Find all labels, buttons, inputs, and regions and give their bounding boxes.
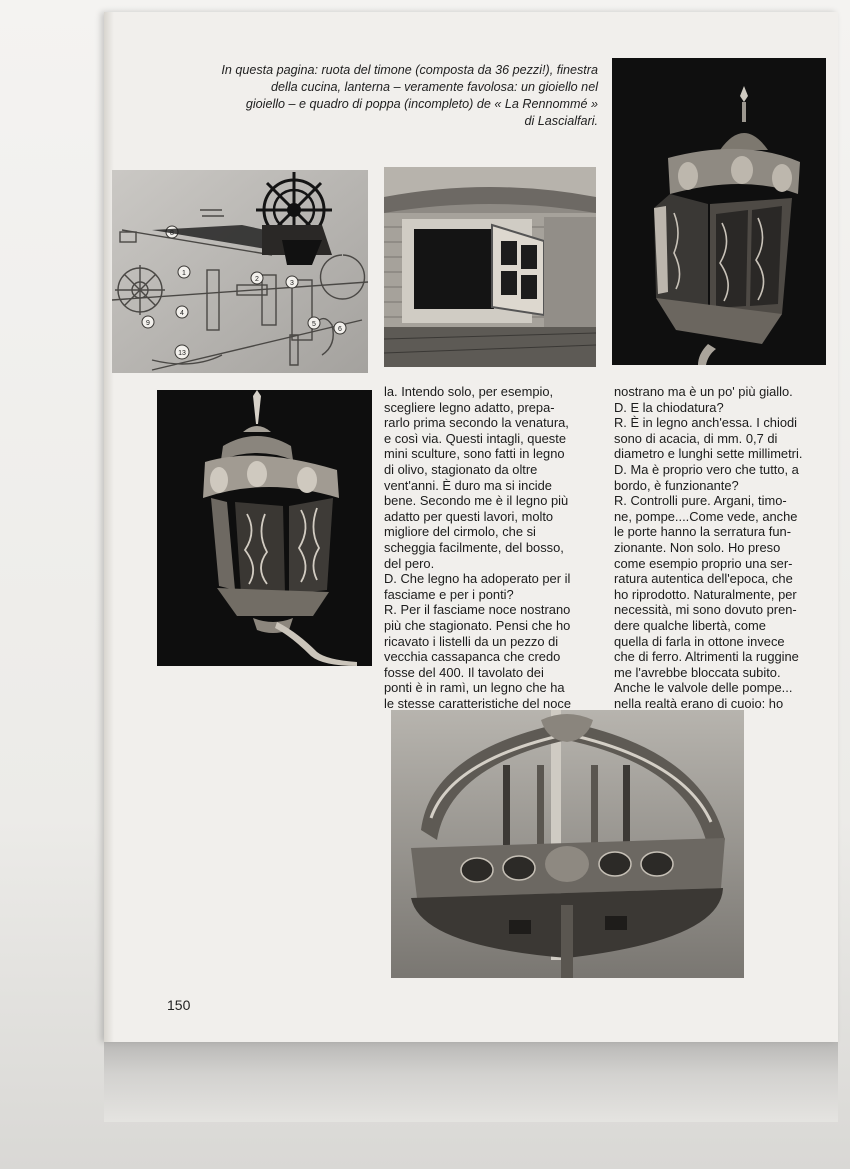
plan-label: 5 (312, 321, 316, 328)
text-line: la. Intendo solo, per esempio, (384, 384, 554, 399)
text-line: D. E la chiodatura? (614, 399, 724, 415)
text-line: le stesse caratteristiche del noce (384, 695, 572, 711)
text-line: bordo, è funzionante? (614, 477, 739, 493)
caption-line: della cucina, lanterna – veramente favolosa: un gioiello nel (271, 80, 598, 94)
photo-galley-window (384, 167, 596, 367)
text-line: bene. Secondo me è il legno più (384, 493, 569, 509)
text-line: sono di acacia, di mm. 0,7 di (614, 430, 778, 446)
caption-line: di Lascialfari. (524, 114, 598, 128)
photo-lantern-right (612, 58, 826, 365)
text-column-right (614, 384, 828, 711)
plan-label: 6 (338, 326, 342, 333)
text-line: nostrano ma è un po' più giallo. (614, 384, 793, 399)
text-line: come esempio proprio una ser- (614, 555, 793, 571)
text-line: le porte hanno la serratura fun- (614, 524, 791, 540)
text-line: nella realtà erano di cuoio: ho (614, 695, 784, 711)
caption-line: In questa pagina: ruota del timone (composta da 36 pezzi!), finestra (221, 63, 598, 77)
photo-caption (140, 62, 598, 130)
text-line: migliore del cirmolo, che si (384, 524, 536, 540)
page-number: 150 (167, 997, 191, 1013)
photo-ship-wheel (112, 170, 368, 373)
text-line: ne, pompe....Come vede, anche (614, 508, 798, 524)
text-line: scheggia facilmente, del bosso, (384, 539, 564, 555)
text-line: di olivo, stagionato da oltre (384, 461, 538, 477)
text-line: adatto per questi lavori, molto (384, 508, 554, 524)
plan-label: 8 (170, 230, 174, 237)
text-line: necessità, mi sono dovuto pren- (614, 602, 797, 618)
page-binding-edge (104, 12, 114, 1042)
text-line: mini sculture, sono fatti in legno (384, 446, 565, 462)
text-line: R. Per il fasciame noce nostrano (384, 602, 571, 618)
text-line: rarlo prima secondo la venatura, (384, 415, 569, 431)
text-column-left (384, 384, 599, 711)
photo-stern-transom (391, 710, 744, 978)
text-line: scegliere legno adatto, prepa- (384, 399, 555, 415)
plan-label: 2 (255, 276, 259, 283)
text-line: e così via. Questi intagli, queste (384, 430, 566, 446)
text-line: me l'avrebbe bloccata subito. (614, 664, 781, 680)
text-line: Anche le valvole delle pompe... (614, 680, 793, 696)
text-line: fosse del 400. Il tavolato dei (384, 664, 544, 680)
text-line: quella di farla in ottone invece (614, 633, 785, 649)
text-line: D. Ma è proprio vero che tutto, a (614, 461, 799, 477)
plan-label: 9 (146, 320, 150, 327)
text-line: del pero. (384, 555, 435, 571)
plan-label: 3 (290, 280, 294, 287)
photo-lantern-left (157, 390, 372, 666)
caption-line: gioiello – e quadro di poppa (incompleto) de « La Rennommé » (245, 97, 598, 111)
text-line: vecchia cassapanca che credo (384, 649, 561, 665)
text-line: ho riprodotto. Naturalmente, per (614, 586, 797, 602)
plan-label: 1 (182, 270, 186, 277)
text-line: D. Che legno ha adoperato per il (384, 571, 571, 587)
text-line: più che stagionato. Pensi che ho (384, 617, 571, 633)
text-line: zionante. Non solo. Ho preso (614, 539, 781, 555)
text-line: vent'anni. È duro ma si incide (384, 477, 552, 493)
scan-shadow (104, 1042, 838, 1122)
text-line: fasciame e per i ponti? (384, 586, 514, 602)
text-line: che di ferro. Altrimenti la ruggine (614, 649, 799, 665)
text-line: R. È in legno anch'essa. I chiodi (614, 415, 798, 431)
plan-label: 4 (180, 310, 184, 317)
text-line: dere qualche libertà, come (614, 617, 766, 633)
text-line: ratura autentica dell'epoca, che (614, 571, 793, 587)
plan-label: 13 (178, 350, 186, 357)
text-line: ponti è in ramì, un legno che ha (384, 680, 565, 696)
text-line: diametro e lunghi sette millimetri. (614, 446, 803, 462)
text-line: ricavato i listelli da un pezzo di (384, 633, 559, 649)
text-line: R. Controlli pure. Argani, timo- (614, 493, 787, 509)
